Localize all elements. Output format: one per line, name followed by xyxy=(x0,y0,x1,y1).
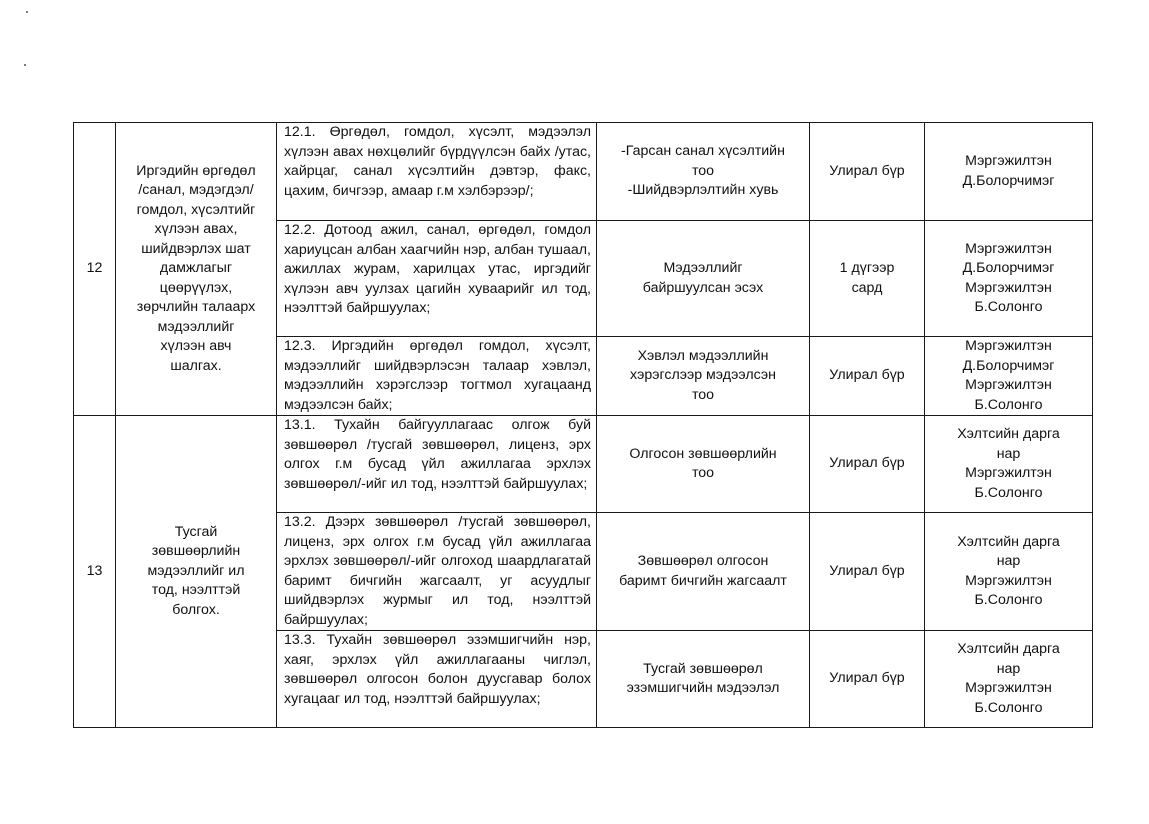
timeframe-cell xyxy=(810,631,925,728)
indicator-cell xyxy=(597,123,810,221)
objective-line: зөвшөөрлийн xyxy=(151,543,241,560)
activity-cell: 13.1. Тухайн байгууллагаас олгож буй зөвшөөрөл /тусгай зөвшөөрөл, лиценз, эрх олгох г.м бусад үйл ажиллагаа эрхлэх зөвшөөрөл/-ийг ил тод, нээлттэй байршуулах; xyxy=(277,416,597,513)
indicator-line: Хэвлэл мэдээллийн xyxy=(637,347,769,364)
objective-cell xyxy=(116,123,277,416)
action-plan-table xyxy=(73,122,1093,728)
responsible-cell xyxy=(925,416,1093,513)
timeframe-line: Улирал бүр xyxy=(829,562,905,579)
indicator-line: хэрэгслээр мэдээлсэн xyxy=(630,367,776,384)
timeframe-cell xyxy=(810,123,925,221)
responsible-line: Д.Болорчимэг xyxy=(962,260,1055,276)
indicator-line: -Гарсан санал хүсэлтийн xyxy=(621,143,785,160)
indicator-cell xyxy=(597,337,810,416)
responsible-line: Мэргэжилтэн xyxy=(965,680,1052,696)
responsible-cell xyxy=(925,337,1093,416)
indicator-line: байршуулсан эсэх xyxy=(642,279,764,296)
responsible-line: Мэргэжилтэн xyxy=(965,338,1052,354)
responsible-line: Мэргэжилтэн xyxy=(965,465,1052,481)
responsible-line: Хэлтсийн дарга xyxy=(957,641,1060,657)
objective-line: шалгах. xyxy=(170,357,222,374)
timeframe-cell xyxy=(810,221,925,337)
responsible-line: Д.Болорчимэг xyxy=(962,172,1055,189)
timeframe-line: Улирал бүр xyxy=(829,455,905,472)
responsible-line: Хэлтсийн дарга xyxy=(957,426,1060,442)
responsible-line: нар xyxy=(996,445,1021,462)
responsible-line: Мэргэжилтэн xyxy=(965,572,1052,589)
timeframe-line: Улирал бүр xyxy=(829,670,905,687)
objective-line: хүлээн авч xyxy=(160,338,232,355)
responsible-line: нар xyxy=(996,660,1021,677)
objective-line: болгох. xyxy=(172,601,220,618)
row-number: 12 xyxy=(86,260,103,277)
indicator-cell xyxy=(597,513,810,631)
indicator-line: тоо xyxy=(691,465,715,481)
indicator-line: эзэмшигчийн мэдээлэл xyxy=(626,680,780,696)
indicator-line: Зөвшөөрөл олгосон xyxy=(637,553,769,569)
table-row xyxy=(74,123,1093,221)
scan-speck xyxy=(24,64,26,66)
objective-line: гомдол, хүсэлтийг xyxy=(136,201,256,218)
activity-cell: 12.2. Дотоод ажил, санал, өргөдөл, гомдол хариуцсан албан хаагчийн нэр, албан тушаал, ажиллах журам, харилцах утас, иргэдийг хүлээн авч уулзах цагийн хуваарийг ил тод, нээлттэй байршуулах; xyxy=(277,221,597,337)
timeframe-line: 1 дүгээр xyxy=(839,260,895,276)
responsible-line: Б.Солонго xyxy=(974,484,1043,501)
objective-line: дамжлагыг xyxy=(159,260,233,277)
responsible-cell xyxy=(925,513,1093,631)
scan-speck xyxy=(26,11,28,13)
responsible-cell xyxy=(925,631,1093,728)
objective-line: шийдвэрлэх шат xyxy=(141,240,251,257)
objective-cell xyxy=(116,416,277,728)
indicator-line: Олгосон зөвшөөрлийн xyxy=(629,445,777,462)
indicator-cell xyxy=(597,416,810,513)
objective-line: мэдээллийг xyxy=(157,318,235,335)
activity-cell: 13.2. Дээрх зөвшөөрөл /тусгай зөвшөөрөл, лиценз, эрх олгох г.м бусад үйл ажиллагаа эрхлэх зөвшөөрөл/-ийг олгоход шаардлагатай баримт бичгийн жагсаалт, уг асуудлыг шийдвэрлэх журмыг ил тод, нээлттэй байршуулах; xyxy=(277,513,597,631)
responsible-line: Б.Солонго xyxy=(974,699,1043,716)
timeframe-cell xyxy=(810,337,925,416)
objective-line: хүлээн авах, xyxy=(154,221,238,238)
indicator-line: Тусгай зөвшөөрөл xyxy=(643,660,763,677)
indicator-cell xyxy=(597,221,810,337)
activity-cell: 13.3. Тухайн зөвшөөрөл эзэмшигчийн нэр, хаяг, эрхлэх үйл ажиллагааны чиглэл, зөвшөөрөл олгосон болон дуусгавар болох хугацааг ил тод, нээлттэй байршуулах; xyxy=(277,631,597,728)
indicator-line: тоо xyxy=(691,386,715,403)
indicator-line: баримт бичгийн жагсаалт xyxy=(619,572,787,589)
indicator-cell xyxy=(597,631,810,728)
objective-line: тод, нээлттэй xyxy=(151,582,241,599)
row-number-cell xyxy=(74,416,116,728)
responsible-line: Б.Солонго xyxy=(974,396,1043,413)
timeframe-line: Улирал бүр xyxy=(829,162,905,179)
responsible-line: Б.Солонго xyxy=(974,299,1043,315)
objective-line: цөөрүүлэх, xyxy=(159,279,233,296)
activity-cell: 12.1. Өргөдөл, гомдол, хүсэлт, мэдээлэл хүлээн авах нөхцөлийг бүрдүүлсэн байх /утас, хайрцаг, санал хүсэлтийн дэвтэр, факс, цахим, бичгээр, амаар г.м хэлбэрээр/; xyxy=(277,123,597,221)
responsible-line: Б.Солонго xyxy=(974,592,1043,608)
objective-line: мэдээллийг ил xyxy=(147,562,245,579)
indicator-line: Мэдээллийг xyxy=(663,260,743,276)
objective-line: /санал, мэдэгдэл/ xyxy=(138,182,254,199)
activity-cell: 12.3. Иргэдийн өргөдөл гомдол, хүсэлт, мэдээллийг шийдвэрлэсэн талаар хэвлэл, мэдээллийн хэрэгслээр тогтмол хугацаанд мэдээлсэн байх; xyxy=(277,337,597,416)
indicator-line: -Шийдвэрлэлтийн хувь xyxy=(627,182,779,199)
row-number-cell xyxy=(74,123,116,416)
objective-line: зөрчлийн талаарх xyxy=(136,299,256,316)
objective-line: Иргэдийн өргөдөл xyxy=(136,162,256,179)
row-number: 13 xyxy=(86,562,103,579)
timeframe-line: Улирал бүр xyxy=(829,367,905,384)
responsible-line: нар xyxy=(996,553,1021,569)
timeframe-line: сард xyxy=(851,279,883,296)
responsible-cell xyxy=(925,123,1093,221)
responsible-line: Мэргэжилтэн xyxy=(965,240,1052,257)
table-row xyxy=(74,416,1093,513)
timeframe-cell xyxy=(810,513,925,631)
responsible-line: Д.Болорчимэг xyxy=(962,357,1055,374)
responsible-cell xyxy=(925,221,1093,337)
responsible-line: Хэлтсийн дарга xyxy=(957,533,1060,550)
objective-line: Тусгай xyxy=(174,523,218,540)
indicator-line: тоо xyxy=(691,162,715,179)
timeframe-cell xyxy=(810,416,925,513)
responsible-line: Мэргэжилтэн xyxy=(965,153,1052,169)
responsible-line: Мэргэжилтэн xyxy=(965,377,1052,393)
responsible-line: Мэргэжилтэн xyxy=(965,279,1052,296)
